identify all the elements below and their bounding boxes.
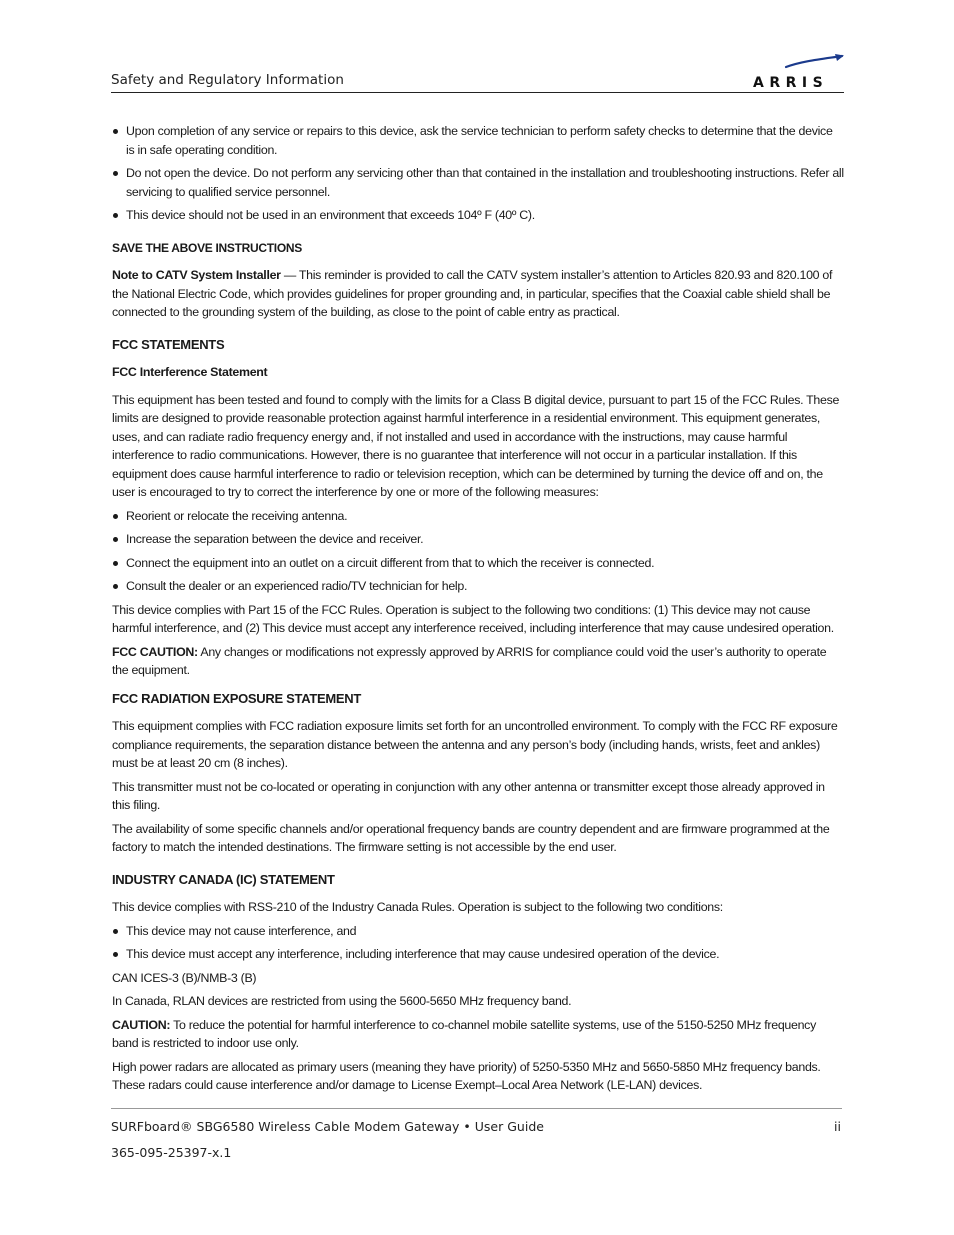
bullet-icon (113, 514, 118, 519)
arris-logo (752, 54, 844, 90)
radiation-exposure-heading: FCC RADIATION EXPOSURE STATEMENT (112, 690, 361, 706)
ic-rlan-text: In Canada, RLAN devices are restricted from using the 5600-5650 MHz frequency band. (112, 994, 572, 1008)
footer-document-number: 365-095-25397-x.1 (111, 1145, 232, 1160)
document-body (112, 122, 844, 1100)
radiation-paragraph: This transmitter must not be co-located or operating in conjunction with any other antenna or transmitter except those already approved in this filing. (112, 779, 825, 812)
list-item: Upon completion of any service or repairs to this device, ask the service technician to perform safety checks to determine that the device is in safe operating condition. (112, 122, 844, 159)
fcc-caution: FCC CAUTION: Any changes or modifications not expressly approved by ARRIS for compliance could void the user’s authority to operate the equipment. (112, 644, 827, 677)
bullet-icon (113, 171, 118, 176)
fcc-interference-text: This equipment has been tested and found to comply with the limits for a Class B digital device, pursuant to part 15 of the FCC Rules. These limits are designed to provide reasonable protection against harmful interference in a residential environment. This equipment generates, uses, and can radiate radio frequency energy and, if not installed and used in accordance with the instructions, may cause harmful interference to radio communications. However, there is no guarantee that interference will not occur in a particular installation. If this equipment does cause harmful interference to radio or television reception, which can be determined by turning the device off and on, the user is encouraged to try to correct the interference by one or more of the following measures: (112, 392, 840, 499)
list-item: Reorient or relocate the receiving antenna. (112, 507, 844, 526)
list-item: This device may not cause interference, and (112, 922, 844, 941)
save-instructions-heading: SAVE THE ABOVE INSTRUCTIONS (112, 240, 302, 255)
catv-installer-note: Note to CATV System Installer — This reminder is provided to call the CATV system installer’s attention to Articles 820.93 and 820.100 of the National Electric Code, which provides guidelines for proper grounding and, in particular, specifies that the Coaxial cable shield shall be connected to the grounding system of the building, as close to the point of cable entry as practical. (112, 268, 833, 319)
bullet-icon (113, 584, 118, 589)
industry-canada-heading: INDUSTRY CANADA (IC) STATEMENT (112, 871, 335, 887)
bullet-icon (113, 213, 118, 218)
footer-product-title: SURFboard® SBG6580 Wireless Cable Modem Gateway • User Guide (111, 1119, 544, 1134)
fcc-part15-text: This device complies with Part 15 of the FCC Rules. Operation is subject to the following two conditions: (1) This device may not cause harmful interference, and (2) This device must accept any interference received, including interference that may cause undesired operation. (112, 602, 834, 635)
list-item: Do not open the device. Do not perform any servicing other than that contained in the installation and troubleshooting instructions. Refer all servicing to qualified service personnel. (112, 164, 844, 201)
bullet-icon (113, 537, 118, 542)
ic-intro: This device complies with RSS-210 of the Industry Canada Rules. Operation is subject to the following two conditions: (112, 900, 723, 914)
ic-radars-text: High power radars are allocated as primary users (meaning they have priority) of 5250-5350 MHz and 5650-5850 MHz frequency bands. These radars could cause interference and/or damage to License Exempt–Local Area Network (LE-LAN) devices. (112, 1059, 821, 1092)
bullet-icon (113, 129, 118, 134)
header-rule (111, 92, 844, 93)
radiation-paragraph: This equipment complies with FCC radiation exposure limits set forth for an uncontrolled environment. To comply with the FCC RF exposure compliance requirements, the separation distance between the antenna and any person’s body (including hands, wrists, feet and ankles) must be at least 20 cm (8 inches). (112, 719, 838, 770)
safety-bullet-list (112, 122, 844, 225)
list-item: Increase the separation between the device and receiver. (112, 530, 844, 549)
bullet-icon (113, 929, 118, 934)
fcc-statements-heading: FCC STATEMENTS (112, 336, 225, 352)
list-item: This device must accept any interference, including interference that may cause undesired operation of the device. (112, 945, 844, 964)
fcc-interference-heading: FCC Interference Statement (112, 365, 268, 379)
logo-text: ARRIS (753, 75, 829, 90)
ic-caution: CAUTION: To reduce the potential for harmful interference to co-channel mobile satellite systems, use of the 5150-5250 MHz frequency band is restricted to indoor use only. (112, 1017, 816, 1050)
ic-ices-label: CAN ICES-3 (B)/NMB-3 (B) (112, 970, 257, 985)
bullet-icon (113, 952, 118, 957)
list-item: Consult the dealer or an experienced radio/TV technician for help. (112, 577, 844, 596)
bullet-icon (113, 561, 118, 566)
footer-page-number: ii (834, 1119, 841, 1134)
ic-conditions-list (112, 922, 844, 964)
fcc-measures-list (112, 507, 844, 596)
radiation-paragraph: The availability of some specific channels and/or operational frequency bands are country dependent and are firmware programmed at the factory to match the intended destinations. The firmware setting is not accessible by the end user. (112, 821, 830, 854)
footer-rule (111, 1108, 842, 1109)
list-item: Connect the equipment into an outlet on a circuit different from that to which the receiver is connected. (112, 554, 844, 573)
header-title: Safety and Regulatory Information (111, 72, 344, 88)
list-item: This device should not be used in an environment that exceeds 104º F (40º C). (112, 206, 844, 225)
